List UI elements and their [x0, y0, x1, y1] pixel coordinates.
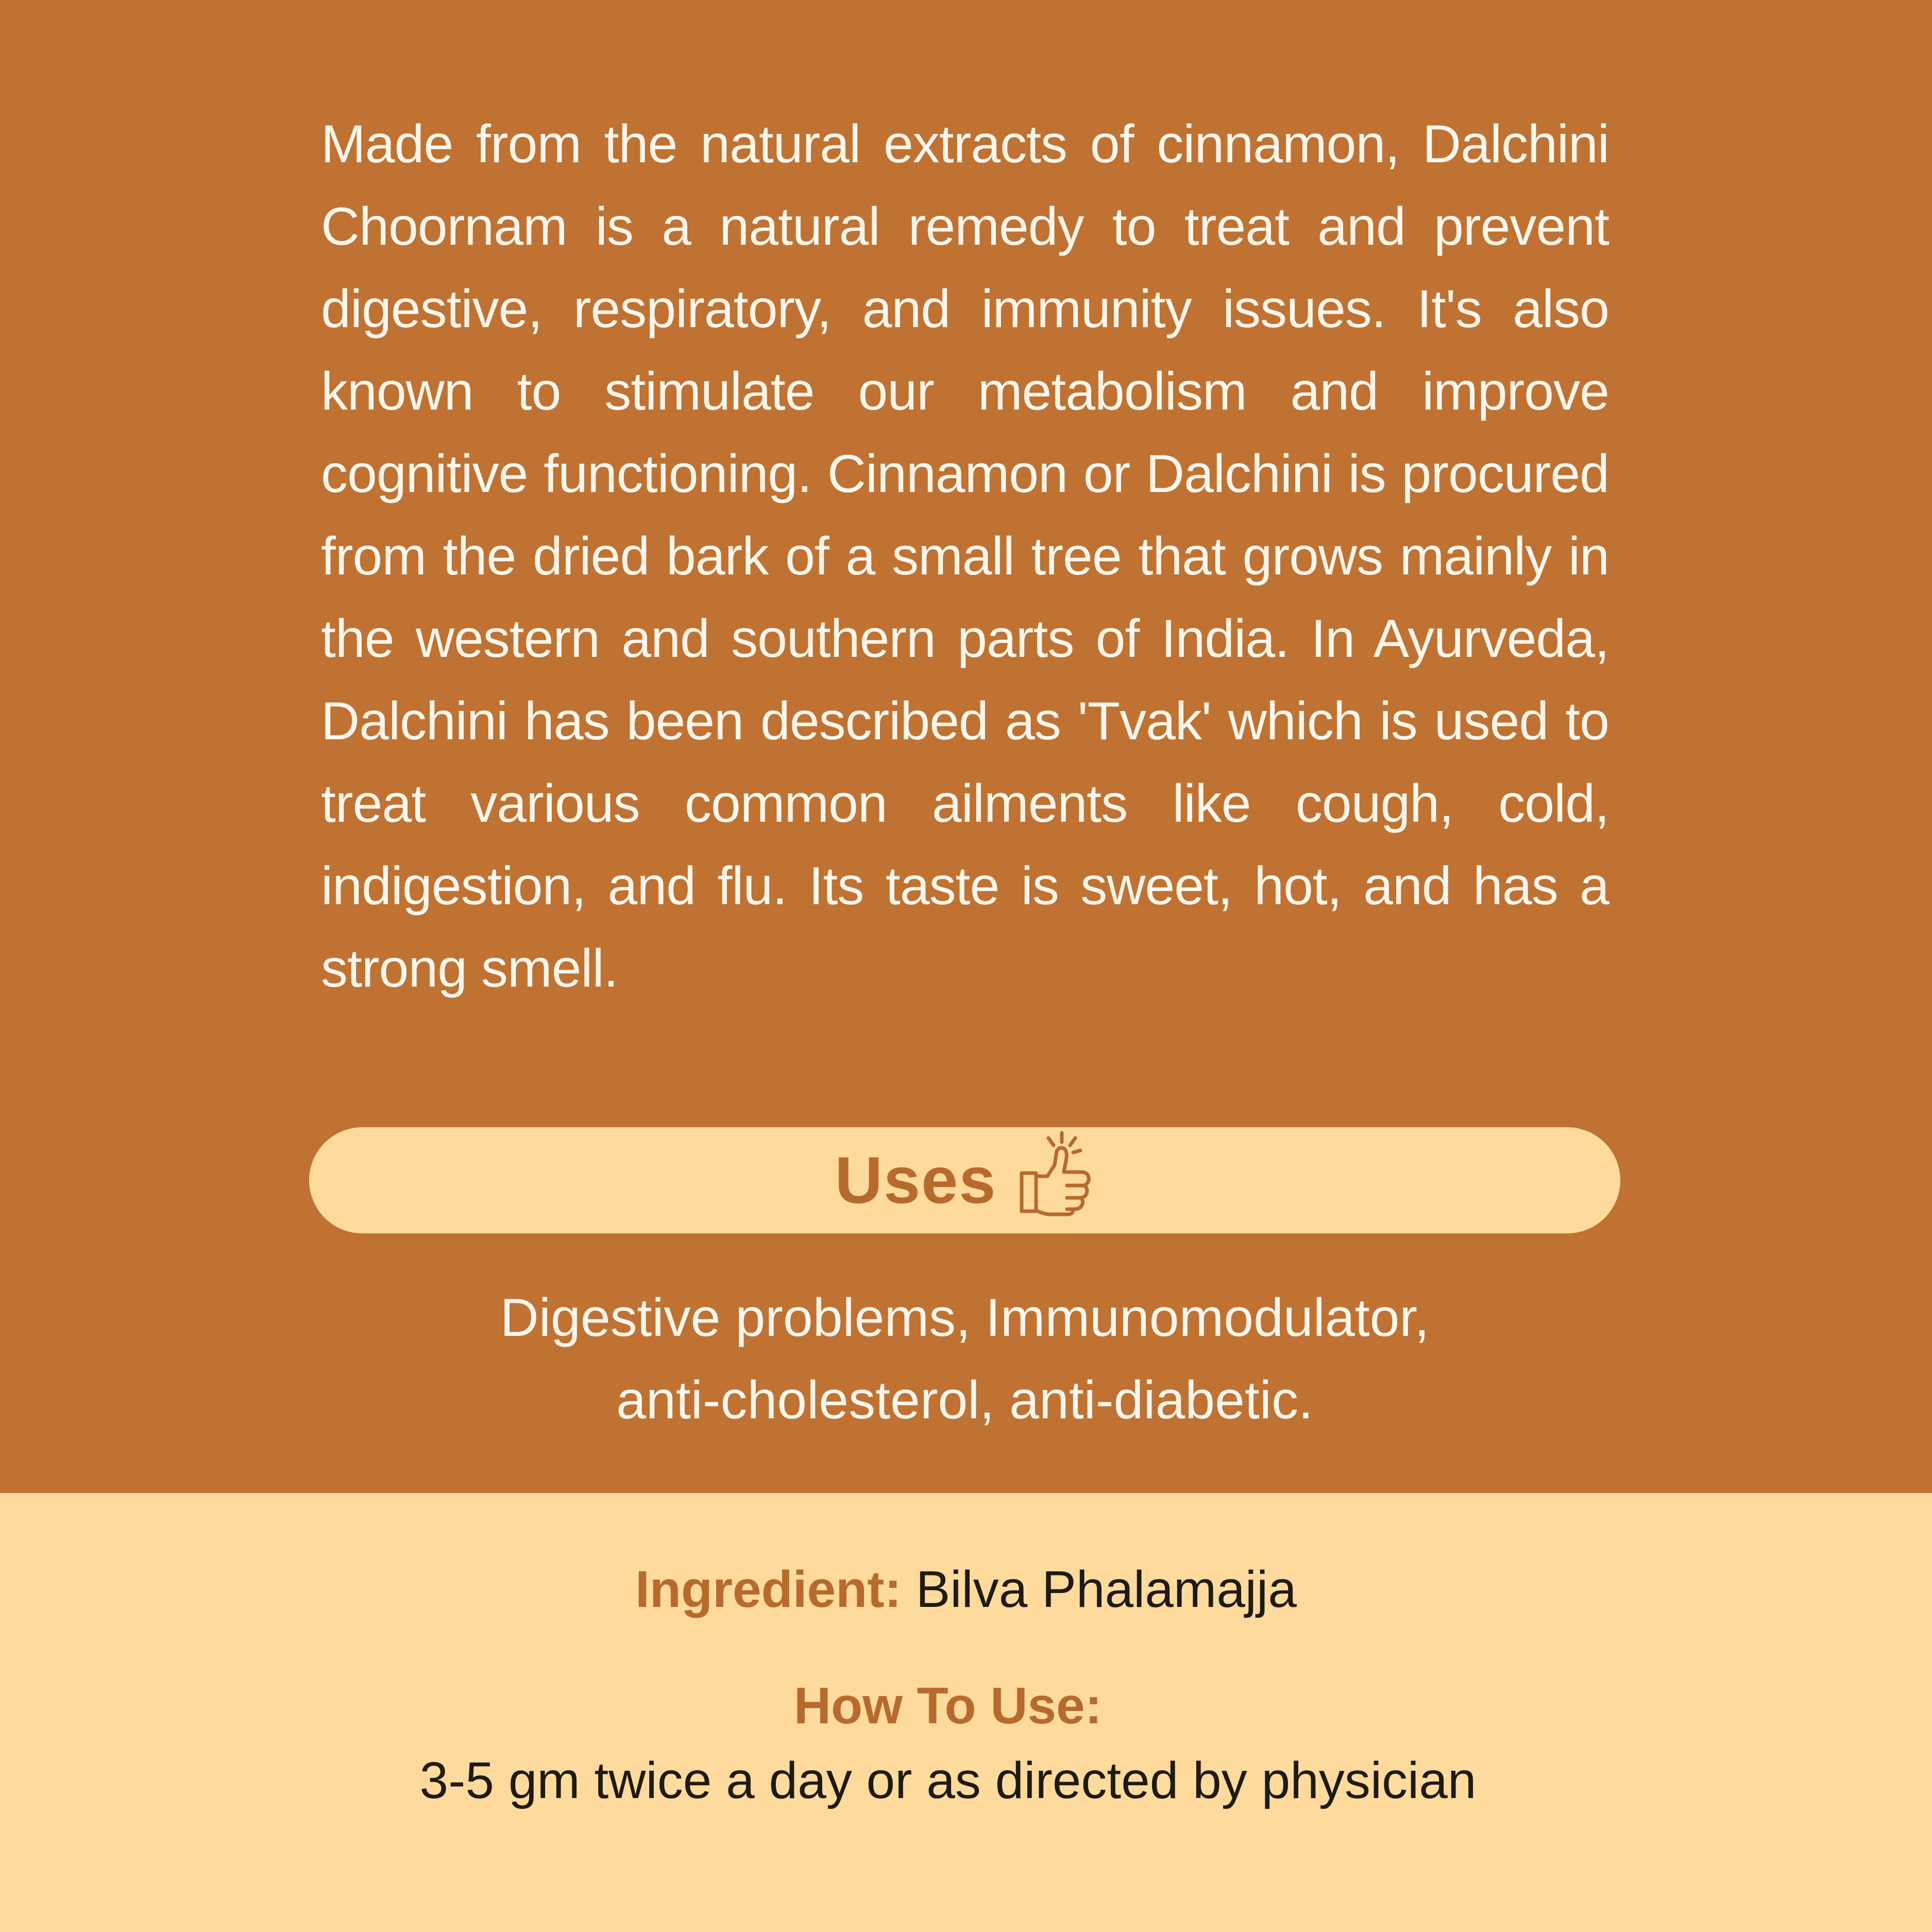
ingredient-value: Bilva Phalamajja — [916, 1561, 1297, 1618]
uses-line: anti-cholesterol, anti-diabetic. — [616, 1370, 1313, 1430]
how-to-use-text: 3-5 gm twice a day or as directed by physician — [419, 1752, 1477, 1809]
ingredient-row — [0, 1551, 1932, 1628]
how-to-use-label: How To Use: — [793, 1677, 1103, 1735]
uses-header — [309, 1127, 1620, 1233]
uses-list — [309, 1277, 1620, 1442]
product-description: Made from the natural extracts of cinnamon, Dalchini Choornam is a natural remedy to treat and prevent digestive, respiratory, and immunity issues. It's also known to stimulate our metabolism and improve cognitive functioning. Cinnamon or Dalchini is procured from the dried bark of a small tree that grows mainly in the western and southern parts of India. In Ayurveda, Dalchini has been described as 'Tvak' which is used to treat various common ailments like cough, cold, indigestion, and flu. Its taste is sweet, hot, and has a strong smell. — [321, 114, 1609, 998]
uses-line: Digestive problems, Immunomodulator, — [500, 1288, 1430, 1348]
uses-title: Uses — [835, 1143, 997, 1217]
ingredient-label: Ingredient: — [635, 1561, 902, 1618]
thumbs-up-icon — [1018, 1129, 1095, 1216]
